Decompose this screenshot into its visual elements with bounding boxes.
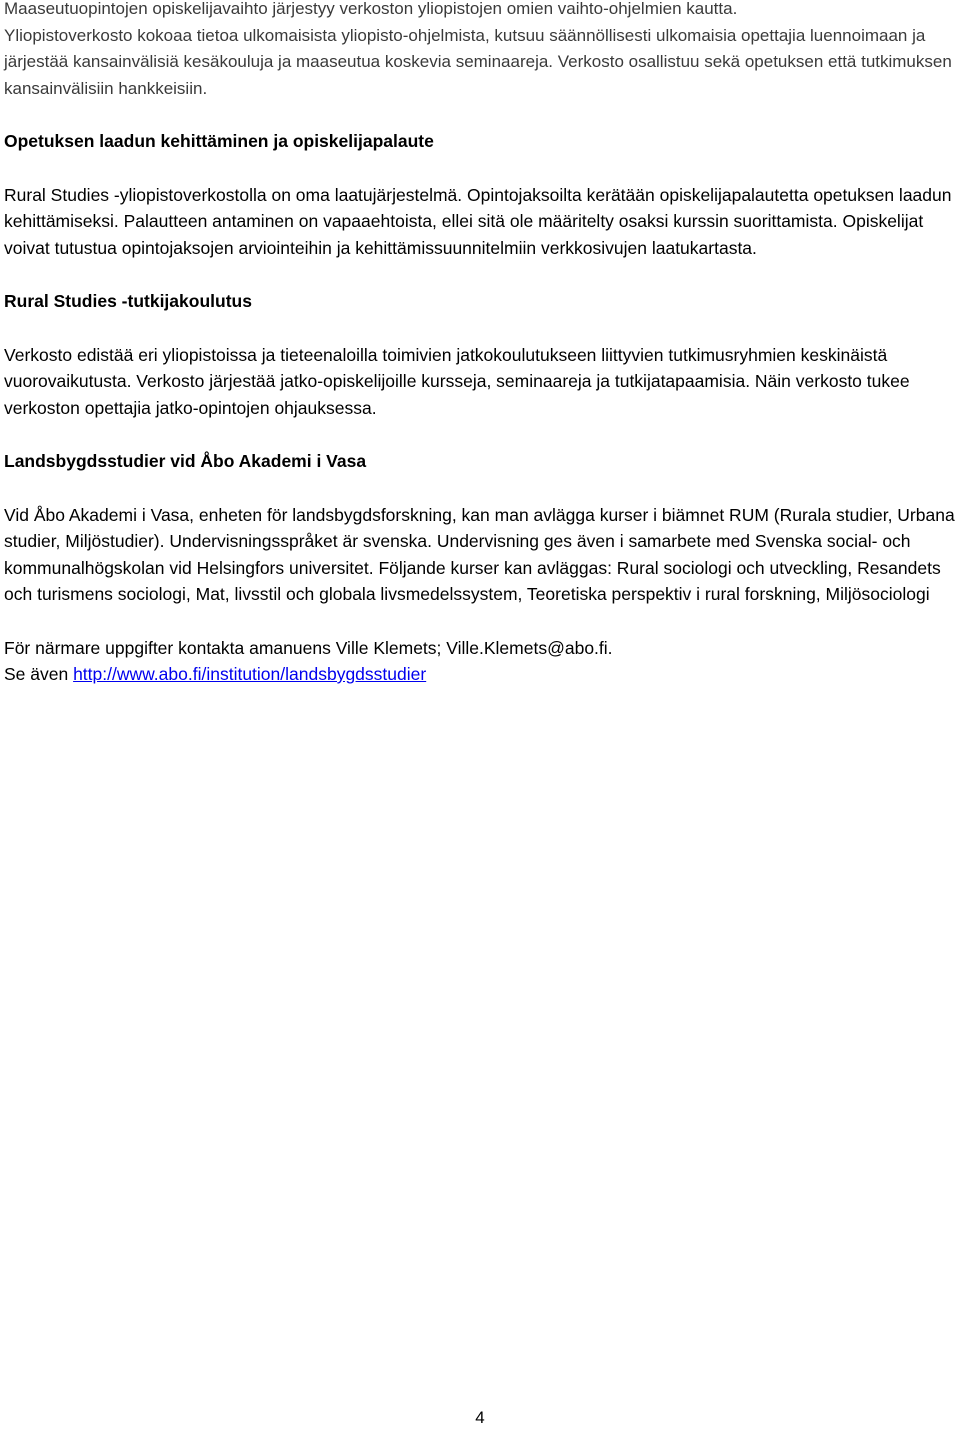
intro-line-1: Maaseutuopintojen opiskelijavaihto järjestyy verkoston yliopistojen omien vaihto-ohjelmien kautta. — [4, 0, 738, 18]
intro-paragraph: Yliopistoverkosto kokoaa tietoa ulkomaisista yliopisto-ohjelmista, kutsuu säännöllisesti ulkomaisia opettajia luennoimaan ja järjestää kansainvälisiä kesäkouluja ja maaseutua koskevia seminaareja. Verkosto osallistuu sekä opetuksen että tutkimuksen kansainvälisiin hankkeisiin. — [4, 25, 952, 98]
paragraph-abo: Vid Åbo Akademi i Vasa, enheten för landsbygdsforskning, kan man avlägga kurser i biämnet RUM (Rurala studier, Urbana studier, Miljöstudier). Undervisningsspråket är svenska. Undervisning ges även i samarbete med Svenska social- och kommunalhögskolan vid Helsingfors universitet. Följande kurser kan avläggas: Rural sociologi och utveckling, Resandets och turismens sociologi, Mat, livsstil och globala livsmedelssystem, Teoretiska perspektiv i rural forskning, Miljösociologi — [4, 504, 955, 604]
heading-quality: Opetuksen laadun kehittäminen ja opiskelijapalaute — [4, 131, 434, 151]
paragraph-doctoral: Verkosto edistää eri yliopistoissa ja tieteenaloilla toimivien jatkokoulutukseen liittyvien tutkimusryhmien keskinäistä vuorovaikutusta. Verkosto järjestää jatko-opiskelijoille kursseja, seminaareja ja tutkijatapaamisia. Näin verkosto tukee verkoston opettajia jatko-opintojen ohjauksessa. — [4, 344, 910, 418]
page-number: 4 — [475, 1408, 485, 1427]
contact-line: För närmare uppgifter kontakta amanuens Ville Klemets; Ville.Klemets@abo.fi. — [4, 637, 613, 658]
see-also-line — [4, 661, 958, 688]
abo-institution-link[interactable]: http://www.abo.fi/institution/landsbygdsstudier — [73, 664, 427, 684]
document-page — [4, 0, 958, 688]
heading-abo: Landsbygdsstudier vid Åbo Akademi i Vasa — [4, 451, 367, 471]
see-also-prefix: Se även — [4, 664, 74, 684]
heading-doctoral: Rural Studies -tutkijakoulutus — [4, 291, 252, 311]
paragraph-quality: Rural Studies -yliopistoverkostolla on oma laatujärjestelmä. Opintojaksoilta kerätään opiskelijapalautetta opetuksen laadun kehittämiseksi. Palautteen antaminen on vapaaehtoista, ellei sitä ole määritelty osaksi kurssin suorittamista. Opiskelijat voivat tutustua opintojaksojen arviointeihin ja kehittämissuunnitelmiin verkkosivujen laatukartasta. — [4, 184, 952, 258]
